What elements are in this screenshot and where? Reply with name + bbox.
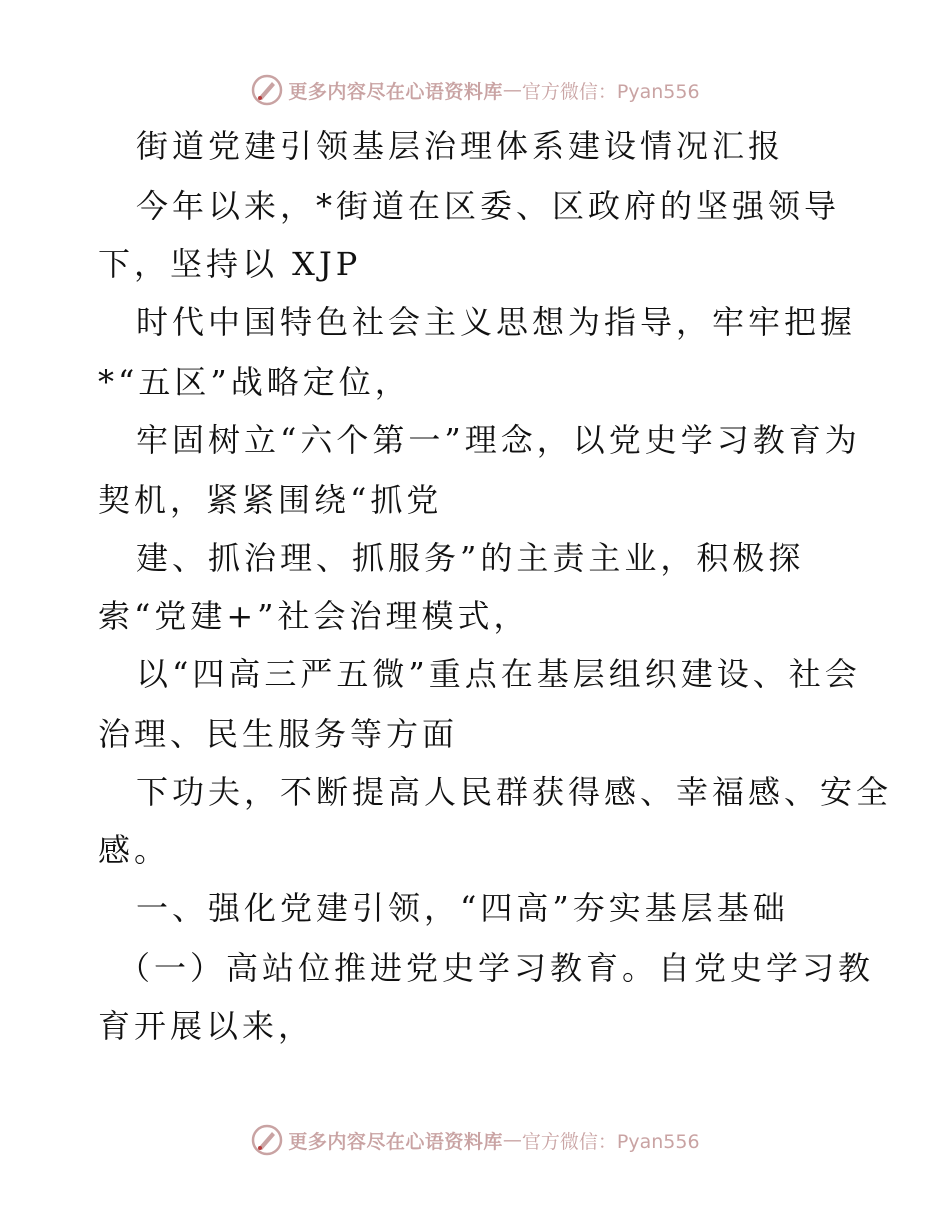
footer-watermark	[0, 1120, 950, 1160]
paragraph-line: *“五区”战略定位，	[98, 363, 411, 401]
document-title: 街道党建引领基层治理体系建设情况汇报	[136, 127, 785, 165]
subsection-heading: （一）高站位推进党史学习教育。自党史学习教	[118, 949, 875, 987]
watermark-weixin: 官方微信：Pyan556	[521, 1130, 700, 1153]
paragraph-line: 建、抓治理、抓服务”的主责主业，积极探	[136, 539, 805, 577]
section-heading: 一、强化党建引领，“四高”夯实基层基础	[136, 889, 789, 927]
paragraph-line: 以“四高三严五微”重点在基层组织建设、社会	[136, 655, 861, 693]
watermark-text: 更多内容尽在心语资料库	[288, 80, 503, 103]
paragraph-line: 牢固树立“六个第一”理念，以党史学习教育为	[136, 421, 861, 459]
paragraph-line: 今年以来，*街道在区委、区政府的坚强领导	[136, 187, 841, 225]
watermark-separator: —	[502, 1129, 522, 1151]
paragraph-line: 契机，紧紧围绕“抓党	[98, 481, 443, 519]
watermark-separator: —	[502, 79, 522, 101]
paragraph-line: 感。	[98, 831, 171, 869]
paragraph-line: 治理、民生服务等方面	[98, 715, 459, 753]
paragraph-line: 索“党建+”社会治理模式，	[98, 597, 530, 635]
paragraph-line: 下，坚持以 XJP	[98, 245, 362, 283]
watermark-text: 更多内容尽在心语资料库	[288, 1130, 503, 1153]
paragraph-line: 时代中国特色社会主义思想为指导，牢牢把握	[136, 303, 857, 341]
watermark-weixin: 官方微信：Pyan556	[521, 80, 700, 103]
watermark-logo-icon	[250, 1123, 284, 1157]
watermark-logo-icon	[250, 73, 284, 107]
header-watermark	[0, 70, 950, 110]
paragraph-line: 育开展以来，	[98, 1007, 315, 1045]
paragraph-line: 下功夫，不断提高人民群获得感、幸福感、安全	[136, 773, 893, 811]
